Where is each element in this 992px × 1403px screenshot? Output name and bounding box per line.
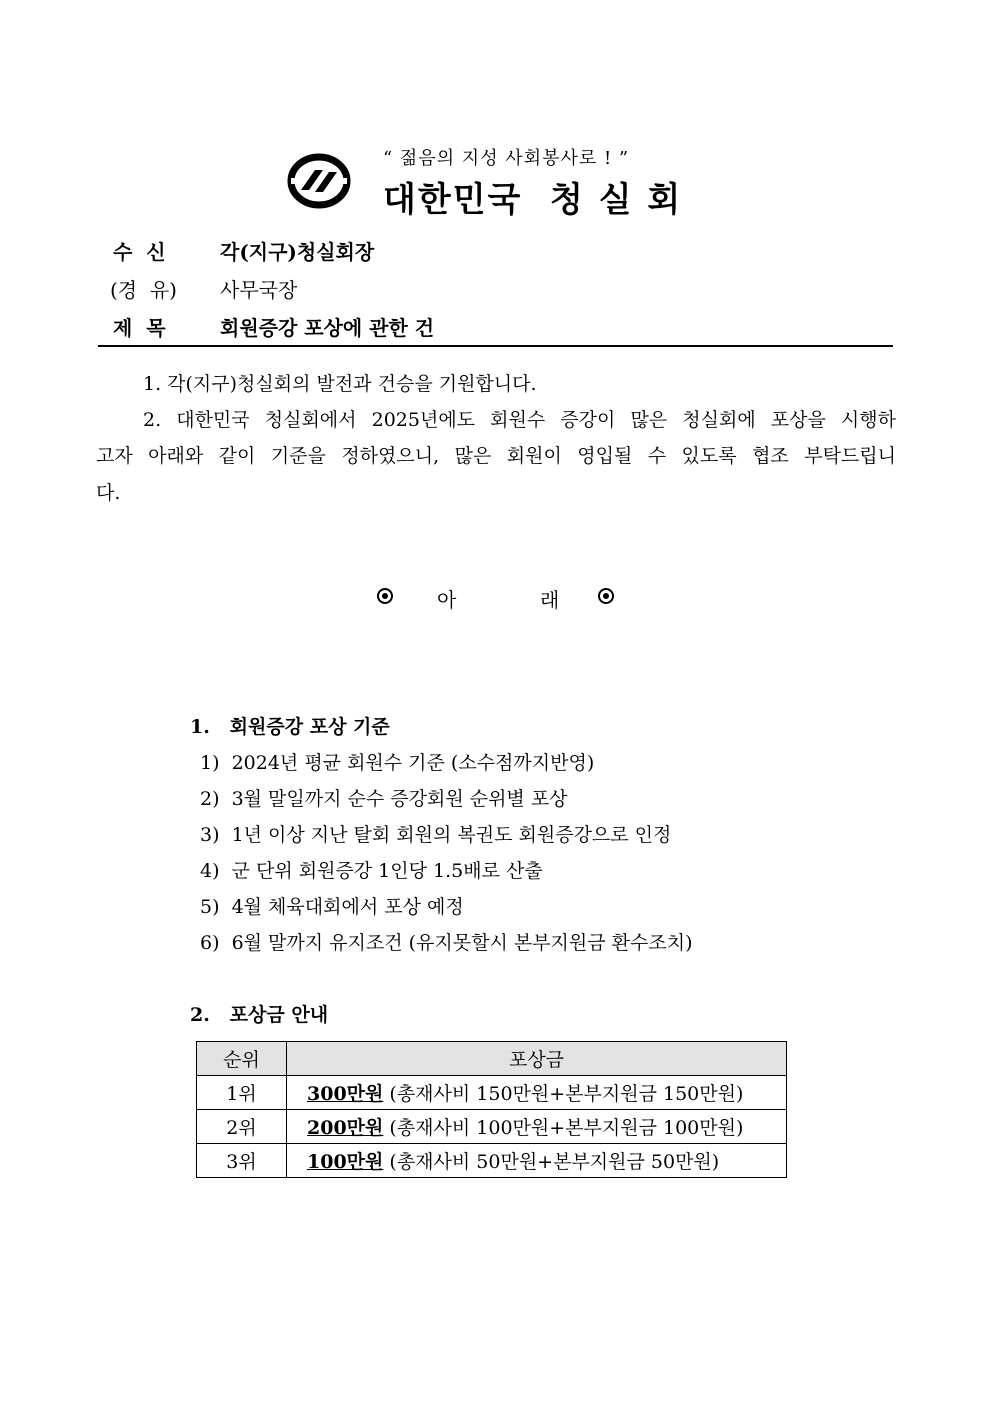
- prize-detail: (총재사비 150만원+본부지원금 150만원): [383, 1083, 744, 1105]
- cheongsilhoe-logo-icon: [287, 152, 351, 210]
- list-item: 2) 3월 말일까지 순수 증강회원 순위별 포상: [200, 788, 568, 810]
- bullet-circle-icon: [598, 588, 614, 604]
- bullet-circle-icon: [377, 588, 393, 604]
- list-item: 5) 4월 체육대회에서 포상 예정: [200, 896, 464, 918]
- prize-cell: [287, 1110, 787, 1144]
- prize-amount: 100만원: [307, 1151, 384, 1173]
- recipient-label: 수 신: [113, 240, 166, 264]
- table-header-row: [197, 1042, 787, 1076]
- paragraph-2-line-1: 2. 대한민국 청실회에서 2025년에도 회원수 증강이 많은 청실회에 포상을 시행하: [143, 409, 896, 431]
- list-item: 1) 2024년 평균 회원수 기준 (소수점까지반영): [200, 752, 595, 774]
- prize-detail: (총재사비 100만원+본부지원금 100만원): [383, 1117, 744, 1139]
- organization-name: 대한민국 청 실 회: [383, 180, 683, 220]
- prize-cell: [287, 1144, 787, 1178]
- section-1-title: 1. 회원증강 포상 기준: [190, 716, 390, 738]
- rank-cell: 3위: [197, 1144, 287, 1178]
- notice-right-char: 래: [540, 588, 560, 612]
- via-value: 사무국장: [220, 278, 298, 302]
- list-item: 4) 군 단위 회원증강 1인당 1.5배로 산출: [200, 860, 543, 882]
- prize-amount: 300만원: [307, 1083, 384, 1105]
- via-label: (경 유): [110, 278, 177, 302]
- table-row: [197, 1076, 787, 1110]
- prize-detail: (총재사비 50만원+본부지원금 50만원): [383, 1151, 720, 1173]
- list-item: 3) 1년 이상 지난 탈회 회원의 복권도 회원증강으로 인정: [200, 824, 672, 846]
- paragraph-2-line-3: 다.: [96, 482, 121, 504]
- rank-cell: 1위: [197, 1076, 287, 1110]
- paragraph-1: 1. 각(지구)청실회의 발전과 건승을 기원합니다.: [143, 373, 537, 395]
- subject-value: 회원증강 포상에 관한 건: [220, 316, 435, 340]
- header-divider: [98, 345, 893, 347]
- subject-label: 제 목: [113, 316, 166, 340]
- paragraph-2-line-2: 고자 아래와 같이 기준을 정하였으니, 많은 회원이 영입될 수 있도록 협조 부탁드립니: [96, 445, 896, 467]
- slogan: “ 젊음의 지성 사회봉사로 ! ”: [383, 148, 630, 169]
- rank-header: 순위: [197, 1042, 287, 1076]
- recipient-value: 각(지구)청실회장: [220, 240, 375, 264]
- prize-cell: [287, 1076, 787, 1110]
- table-row: [197, 1110, 787, 1144]
- notice-left-char: 아: [437, 588, 457, 612]
- rank-cell: 2위: [197, 1110, 287, 1144]
- section-2-title: 2. 포상금 안내: [190, 1004, 329, 1026]
- prize-header: 포상금: [287, 1042, 787, 1076]
- prize-table: [196, 1041, 787, 1178]
- prize-amount: 200만원: [307, 1117, 384, 1139]
- list-item: 6) 6월 말까지 유지조건 (유지못할시 본부지원금 환수조치): [200, 932, 693, 954]
- table-row: [197, 1144, 787, 1178]
